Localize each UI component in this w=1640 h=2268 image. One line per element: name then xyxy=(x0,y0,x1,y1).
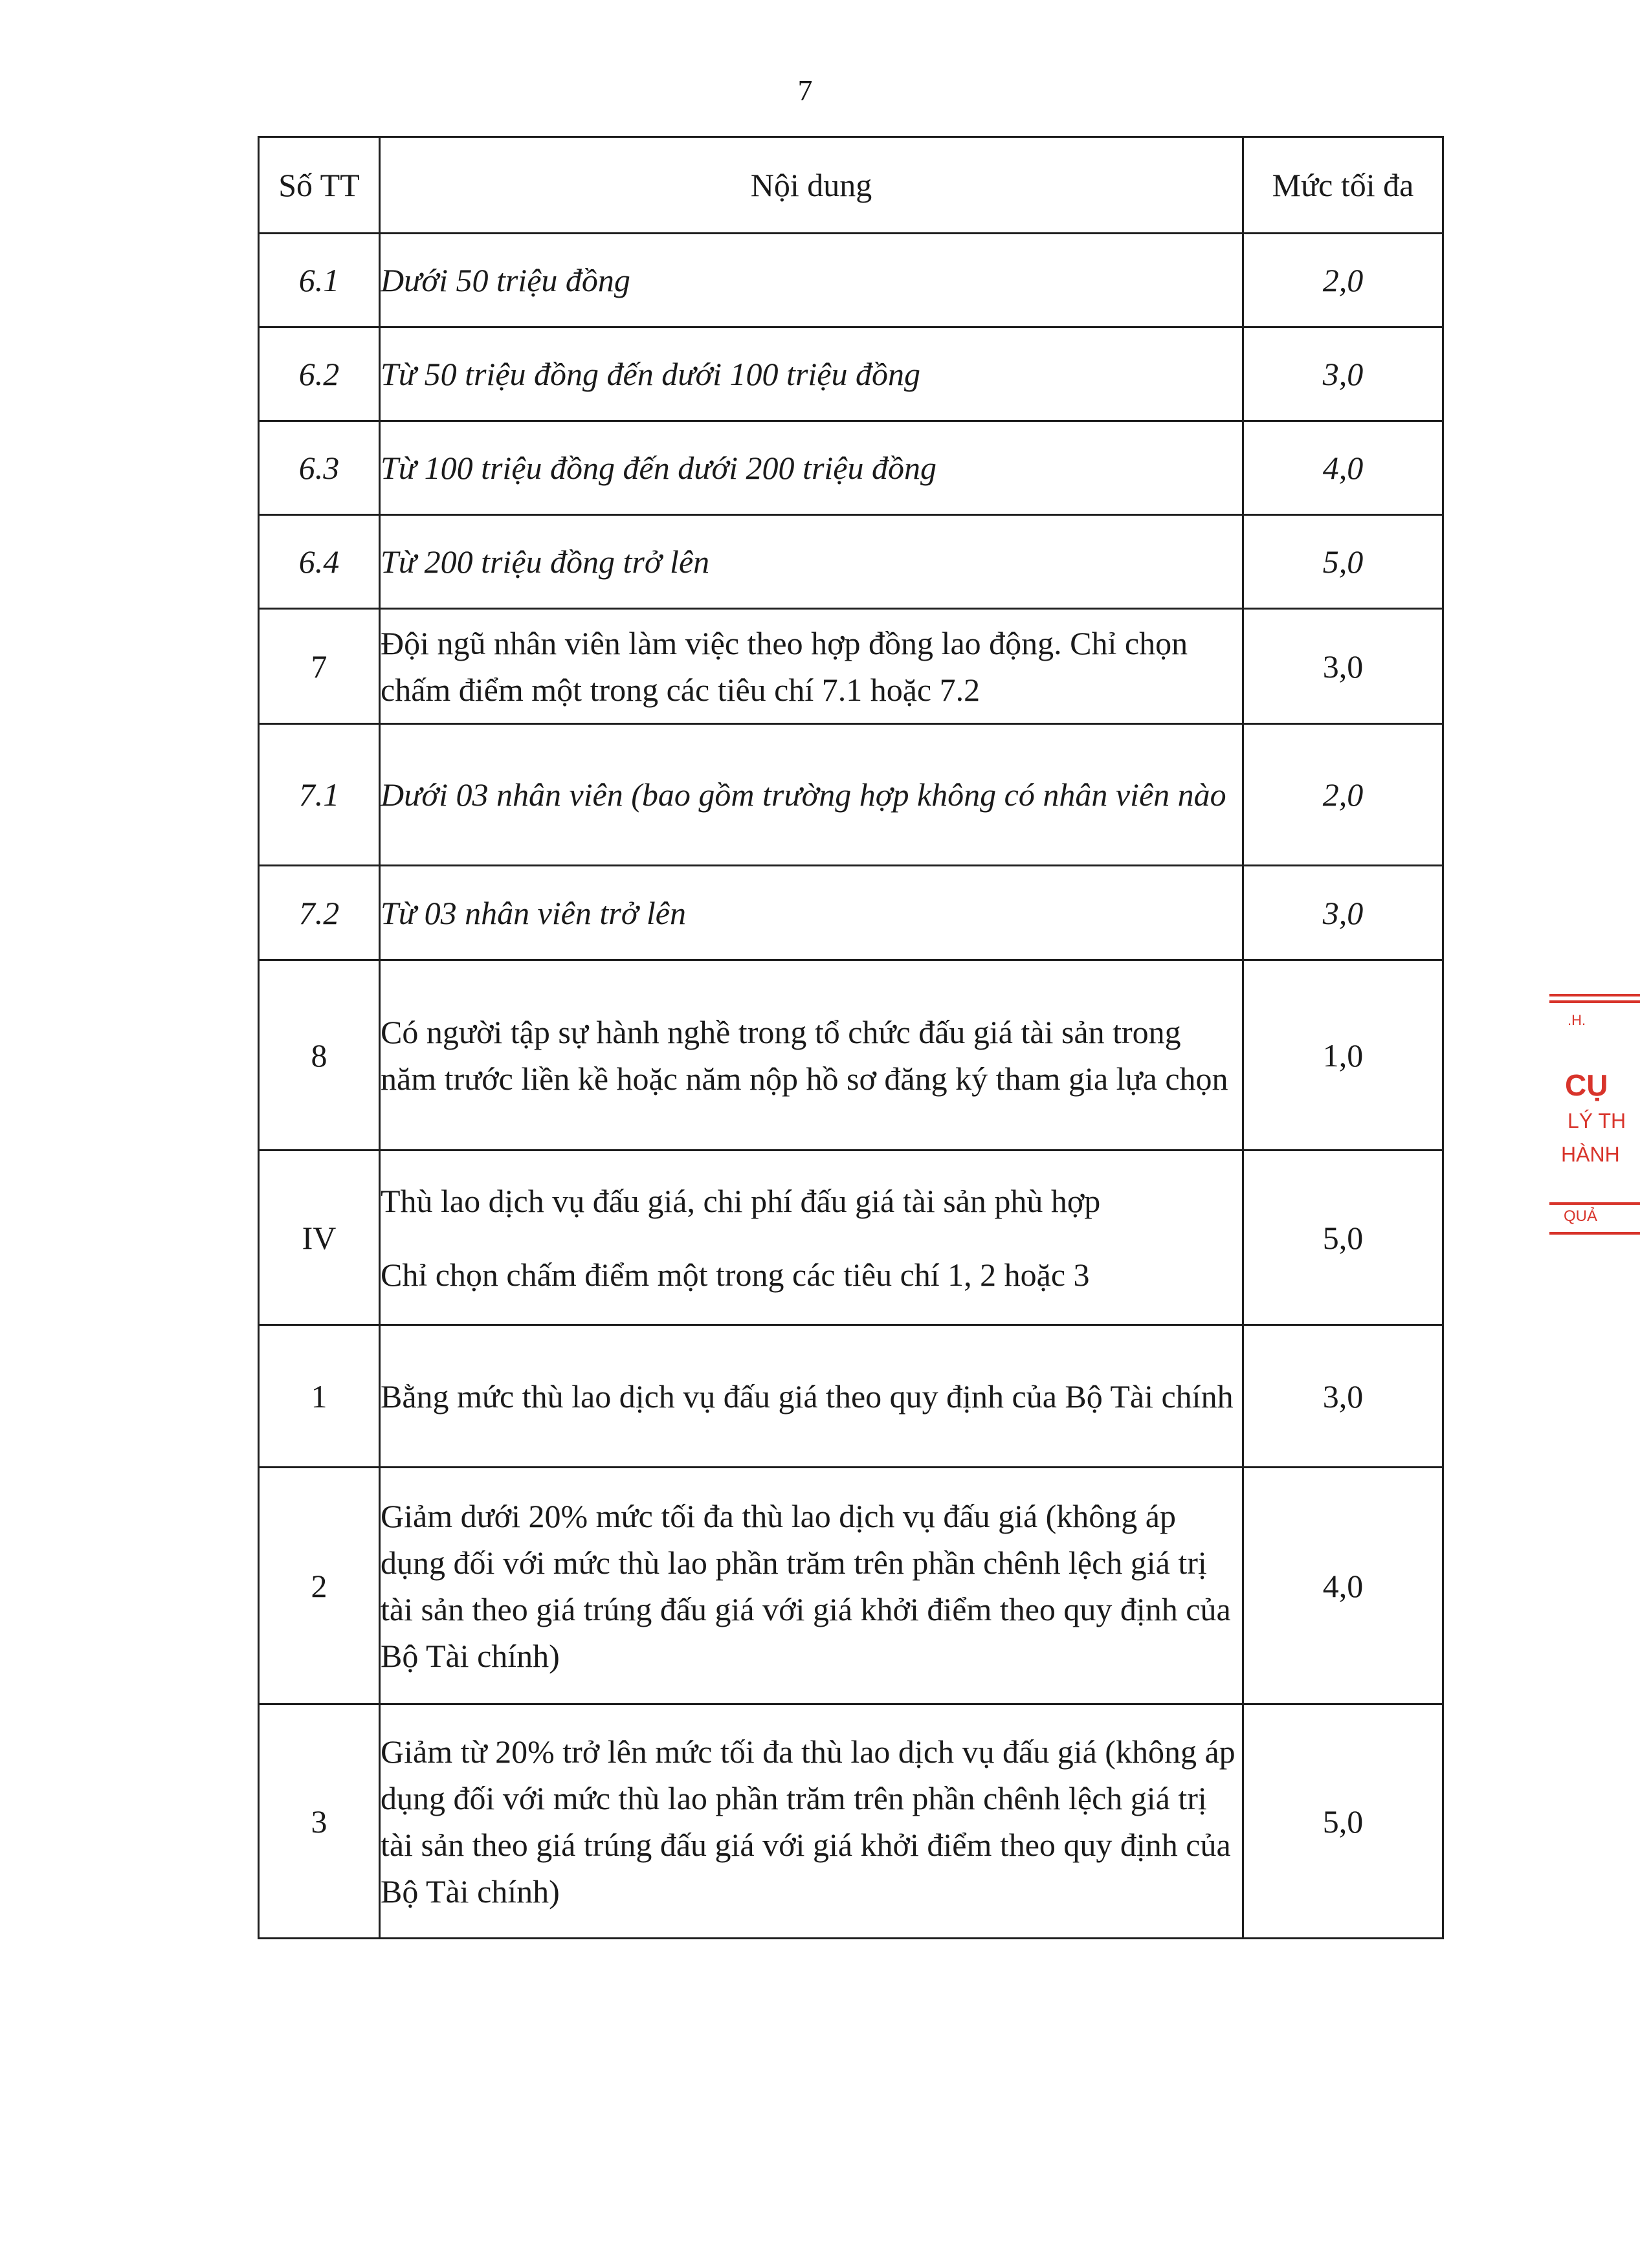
stamp-text: .H. xyxy=(1568,1012,1586,1028)
header-no: Số TT xyxy=(259,137,380,234)
header-max: Mức tối đa xyxy=(1243,137,1443,234)
stamp-arc-bottom xyxy=(1549,1202,1640,1205)
row-max: 3,0 xyxy=(1243,327,1443,421)
row-no: IV xyxy=(259,1151,380,1325)
stamp-text: LÝ TH xyxy=(1568,1109,1626,1132)
row-no: 6.3 xyxy=(259,421,380,515)
stamp-text: CỤ xyxy=(1565,1068,1608,1102)
row-max: 5,0 xyxy=(1243,1151,1443,1325)
stamp-text: QUẢ xyxy=(1564,1207,1598,1225)
row-content xyxy=(380,1151,1243,1325)
paragraph-gap xyxy=(381,1224,1242,1251)
table-row xyxy=(259,515,1443,609)
table-row xyxy=(259,609,1443,724)
row-no: 3 xyxy=(259,1704,380,1939)
table-row xyxy=(259,724,1443,866)
criteria-table xyxy=(258,136,1444,1939)
row-no: 7.2 xyxy=(259,866,380,960)
row-max: 2,0 xyxy=(1243,724,1443,866)
table-row xyxy=(259,1704,1443,1939)
row-content-line-1: Thù lao dịch vụ đấu giá, chi phí đấu giá tài sản phù hợp xyxy=(381,1182,1101,1219)
row-no: 8 xyxy=(259,960,380,1151)
row-max: 2,0 xyxy=(1243,234,1443,327)
row-content: Đội ngũ nhân viên làm việc theo hợp đồng lao động. Chỉ chọn chấm điểm một trong các tiêu chí 7.1 hoặc 7.2 xyxy=(380,609,1243,724)
page-number: 7 xyxy=(797,74,813,107)
row-content: Từ 200 triệu đồng trở lên xyxy=(380,515,1243,609)
row-content: Có người tập sự hành nghề trong tổ chức đấu giá tài sản trong năm trước liền kề hoặc năm nộp hồ sơ đăng ký tham gia lựa chọn xyxy=(380,960,1243,1151)
table-row xyxy=(259,1151,1443,1325)
table-row xyxy=(259,327,1443,421)
header-content: Nội dung xyxy=(380,137,1243,234)
row-no: 7.1 xyxy=(259,724,380,866)
table-row xyxy=(259,234,1443,327)
row-content: Dưới 50 triệu đồng xyxy=(380,234,1243,327)
red-seal-stamp xyxy=(1546,977,1626,1281)
stamp-arc-top xyxy=(1549,994,1640,996)
row-max: 5,0 xyxy=(1243,515,1443,609)
table-row xyxy=(259,960,1443,1151)
table-row xyxy=(259,1325,1443,1468)
row-no: 6.4 xyxy=(259,515,380,609)
row-max: 1,0 xyxy=(1243,960,1443,1151)
row-max: 3,0 xyxy=(1243,866,1443,960)
row-max: 3,0 xyxy=(1243,1325,1443,1468)
table-row xyxy=(259,1468,1443,1704)
row-content: Dưới 03 nhân viên (bao gồm trường hợp không có nhân viên nào xyxy=(380,724,1243,866)
row-no: 1 xyxy=(259,1325,380,1468)
stamp-text: HÀNH xyxy=(1561,1143,1620,1166)
table-row xyxy=(259,421,1443,515)
row-max: 3,0 xyxy=(1243,609,1443,724)
table-header-row xyxy=(259,137,1443,234)
row-content: Giảm từ 20% trở lên mức tối đa thù lao dịch vụ đấu giá (không áp dụng đối với mức thù lao phần trăm trên phần chênh lệch giá trị tài sản theo giá trúng đấu giá với giá khởi điểm theo quy định của Bộ Tài chính) xyxy=(380,1704,1243,1939)
row-content: Từ 100 triệu đồng đến dưới 200 triệu đồng xyxy=(380,421,1243,515)
row-max: 5,0 xyxy=(1243,1704,1443,1939)
row-max: 4,0 xyxy=(1243,421,1443,515)
row-content: Từ 03 nhân viên trở lên xyxy=(380,866,1243,960)
row-content-line-2: Chỉ chọn chấm điểm một trong các tiêu chí 1, 2 hoặc 3 xyxy=(381,1256,1090,1293)
row-no: 6.2 xyxy=(259,327,380,421)
stamp-arc-top-inner xyxy=(1549,1000,1640,1003)
row-max: 4,0 xyxy=(1243,1468,1443,1704)
table-row xyxy=(259,866,1443,960)
row-content: Bằng mức thù lao dịch vụ đấu giá theo quy định của Bộ Tài chính xyxy=(380,1325,1243,1468)
row-content: Giảm dưới 20% mức tối đa thù lao dịch vụ đấu giá (không áp dụng đối với mức thù lao phần trăm trên phần chênh lệch giá trị tài sản theo giá trúng đấu giá với giá khởi điểm theo quy định của Bộ Tài chính) xyxy=(380,1468,1243,1704)
row-no: 2 xyxy=(259,1468,380,1704)
row-content: Từ 50 triệu đồng đến dưới 100 triệu đồng xyxy=(380,327,1243,421)
row-no: 6.1 xyxy=(259,234,380,327)
stamp-arc-bottom-inner xyxy=(1549,1232,1640,1235)
row-no: 7 xyxy=(259,609,380,724)
